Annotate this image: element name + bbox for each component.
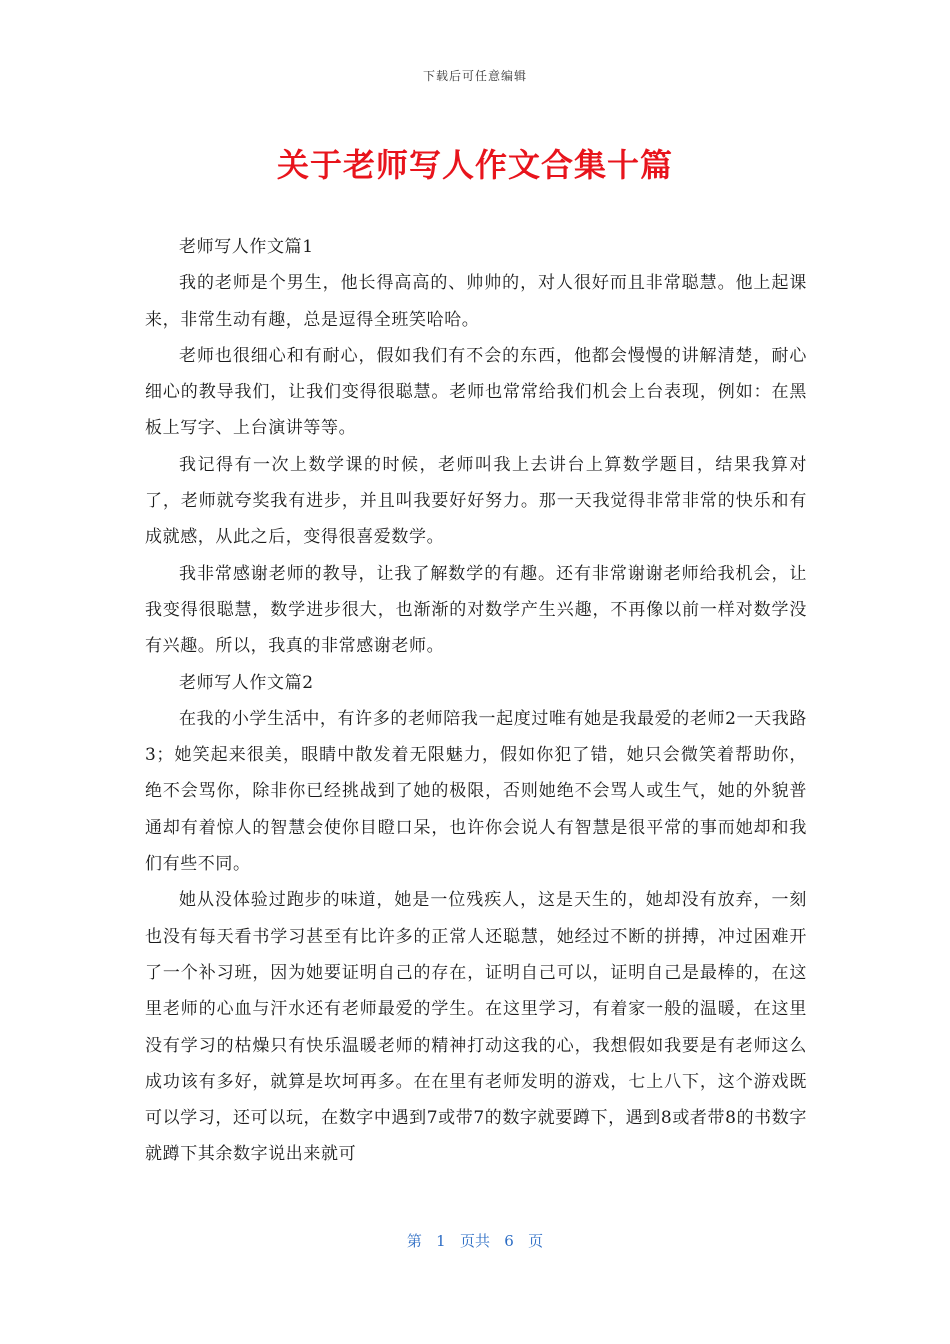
- article-body: [145, 229, 807, 1173]
- page-title: 关于老师写人作文合集十篇: [276, 146, 673, 184]
- section-heading: 老师写人作文篇1: [179, 237, 314, 257]
- paragraph: 在我的小学生活中，有许多的老师陪我一起度过唯有她是我最爱的老师2一天我路3；她笑起来很美，眼睛中散发着无限魅力，假如你犯了错，她只会微笑着帮助你，绝不会骂你，除非你已经挑战到了她的极限，否则她绝不会骂人或生气，她的外貌普通却有着惊人的智慧会使你目瞪口呆，也许你会说人有智慧是很平常的事而她却和我们有些不同。: [145, 708, 807, 875]
- paragraph: 老师也很细心和有耐心，假如我们有不会的东西，他都会慢慢的讲解清楚，耐心细心的教导我们，让我们变得很聪慧。老师也常常给我们机会上台表现，例如：在黑板上写字、上台演讲等等。: [145, 345, 807, 439]
- paragraph: 我的老师是个男生，他长得高高的、帅帅的，对人很好而且非常聪慧。他上起课来，非常生动有趣，总是逗得全班笑哈哈。: [145, 273, 807, 330]
- paragraph: 我非常感谢老师的教导，让我了解数学的有趣。还有非常谢谢老师给我机会，让我变得很聪慧，数学进步很大，也渐渐的对数学产生兴趣，不再像以前一样对数学没有兴趣。所以，我真的非常感谢老师。: [145, 563, 807, 657]
- header-note: 下载后可任意编辑: [422, 69, 527, 83]
- paragraph: 我记得有一次上数学课的时候，老师叫我上去讲台上算数学题目，结果我算对了，老师就夸奖我有进步，并且叫我要好好努力。那一天我觉得非常非常的快乐和有成就感，从此之后，变得很喜爱数学。: [145, 454, 807, 548]
- page-footer: 第 1 页共 6 页: [406, 1232, 544, 1250]
- paragraph: 她从没体验过跑步的味道，她是一位残疾人，这是天生的，她却没有放弃，一刻也没有每天看书学习甚至有比许多的正常人还聪慧，她经过不断的拼搏，冲过困难开了一个补习班，因为她要证明自己的存在，证明自己可以，证明自己是最棒的，在这里老师的心血与汗水还有老师最爱的学生。在这里学习，有着家一般的温暖，在这里没有学习的枯燥只有快乐温暖老师的精神打动这我的心，我想假如我要是有老师这么成功该有多好，就算是坎坷再多。在在里有老师发明的游戏，七上八下，这个游戏既可以学习，还可以玩，在数字中遇到7或带7的数字就要蹲下，遇到8或者带8的书数字就蹲下其余数字说出来就可: [145, 890, 807, 1165]
- section-heading: 老师写人作文篇2: [179, 672, 314, 693]
